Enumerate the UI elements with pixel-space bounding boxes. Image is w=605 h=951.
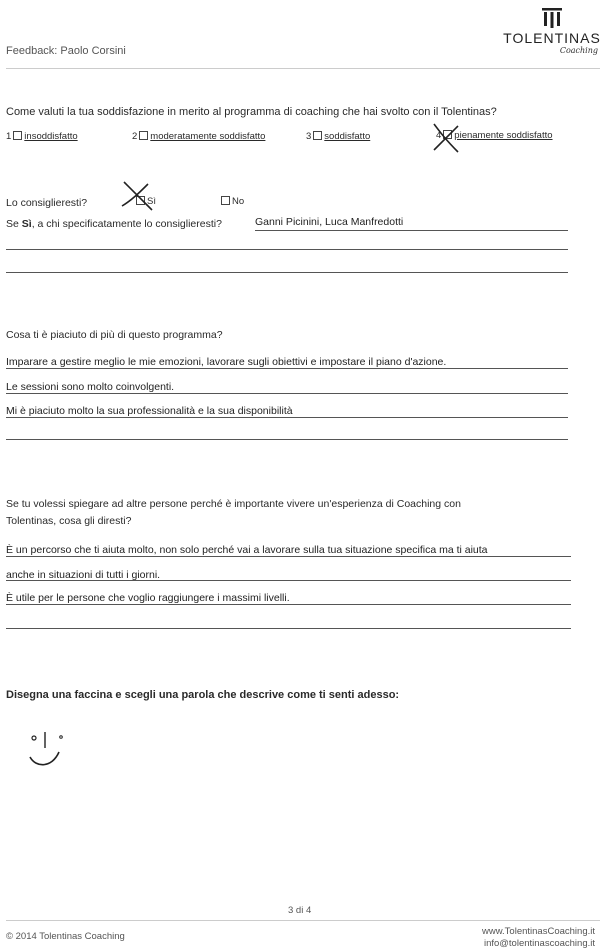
answer-line [6, 272, 568, 273]
handwritten-x-mark-icon [428, 120, 468, 156]
smiley-face-drawing-icon [24, 726, 74, 771]
q4-question-line-1: Se tu volessi spiegare ad altre persone perché è importante vivere un'esperienza di Coaching con [6, 498, 461, 510]
answer-line [6, 580, 571, 581]
q2-option-no[interactable]: No [219, 196, 244, 207]
header-divider [6, 68, 600, 69]
answer-line [6, 628, 571, 629]
q2-question: Lo consiglieresti? [6, 197, 88, 209]
q1-option-2[interactable]: 2 moderatamente soddisfatto [132, 131, 266, 142]
brand-script: Coaching [559, 46, 598, 55]
q2-followup: Se Sì, a chi specificatamente lo consiglieresti? [6, 218, 222, 230]
answer-line [6, 604, 571, 605]
q4-answer-2: anche in situazioni di tutti i giorni. [6, 569, 161, 581]
checkbox[interactable] [139, 131, 148, 140]
answer-line [6, 556, 571, 557]
answer-line [6, 368, 568, 369]
page-title: Feedback: Paolo Corsini [6, 45, 126, 57]
q3-question: Cosa ti è piaciuto di più di questo programma? [6, 329, 223, 341]
handwritten-x-mark-icon [118, 180, 158, 214]
q4-answer-3: È utile per le persone che voglio raggiungere i massimi livelli. [6, 592, 290, 604]
page-number: 3 di 4 [288, 905, 312, 916]
q3-answer-2: Le sessioni sono molto coinvolgenti. [6, 381, 175, 393]
q3-answer-1: Imparare a gestire meglio le mie emozioni, lavorare sugli obiettivi e impostare il piano d'azione. [6, 356, 447, 368]
q4-question-line-2: Tolentinas, cosa gli diresti? [6, 515, 132, 527]
logo-icon [500, 4, 604, 32]
q3-answer-3: Mi è piaciuto molto la sua professionalità e la sua disponibilità [6, 405, 293, 417]
footer-website[interactable]: www.TolentinasCoaching.it [481, 926, 595, 937]
answer-line [255, 230, 568, 231]
q1-question: Come valuti la tua soddisfazione in merito al programma di coaching che hai svolto con il Tolentinas? [6, 106, 497, 118]
q4-answer-1: È un percorso che ti aiuta molto, non solo perché vai a lavorare sulla tua situazione specifica ma ti aiuta [6, 544, 488, 556]
answer-line [6, 393, 568, 394]
q2-option-yes[interactable]: Sì [134, 196, 156, 207]
checkbox[interactable] [313, 131, 322, 140]
checkbox[interactable] [13, 131, 22, 140]
footer-email[interactable]: info@tolentinascoaching.it [483, 938, 595, 949]
q1-option-3[interactable]: 3 soddisfatto [306, 131, 371, 142]
logo [500, 4, 604, 62]
checkbox[interactable] [221, 196, 230, 205]
q5-question: Disegna una faccina e scegli una parola che descrive come ti senti adesso: [6, 689, 400, 701]
q1-option-4[interactable]: 4 pienamente soddisfatto [436, 130, 553, 141]
answer-line [6, 249, 568, 250]
brand-name: TOLENTINAS [503, 30, 601, 46]
q1-option-1[interactable]: 1 insoddisfatto [6, 131, 78, 142]
footer-copyright: © 2014 Tolentinas Coaching [6, 931, 125, 942]
answer-line [6, 439, 568, 440]
footer-divider [6, 920, 600, 921]
q2-answer: Ganni Picinini, Luca Manfredotti [255, 216, 404, 228]
answer-line [6, 417, 568, 418]
